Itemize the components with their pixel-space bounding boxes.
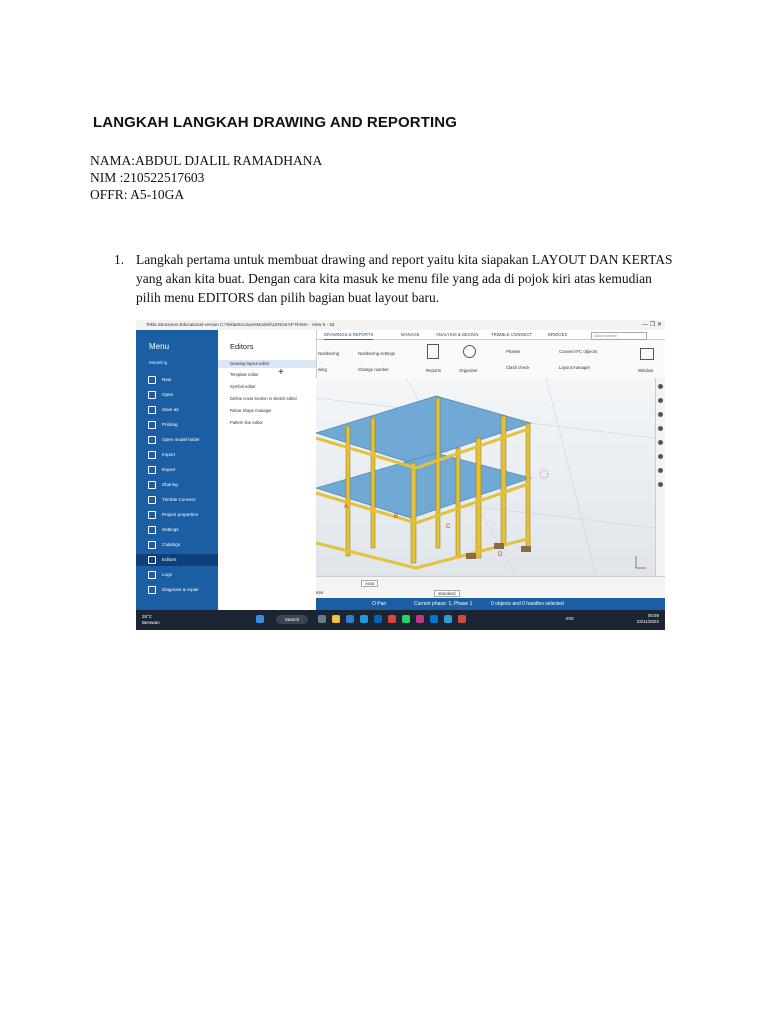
tekla-icon[interactable] [444, 615, 452, 623]
step-text: Langkah pertama untuk membuat drawing and report yaitu kita siapakan LAYOUT DAN KERTAS yang akan kita buat. Dengan cara kita masuk ke menu file yang ada di pojok kiri atas kemudian pilih menu EDITORS dan pilih bagian buat layout baru. [136, 252, 673, 305]
editor-item-pattern-line[interactable]: Pattern line editor [230, 420, 263, 425]
numbering-settings-button[interactable]: Numbering settings [358, 351, 396, 356]
menu-item-printing[interactable]: Printing [148, 419, 218, 431]
editors-header: Editors [230, 342, 254, 351]
catalog-icon [148, 541, 156, 549]
window-icon [640, 348, 654, 360]
window-titlebar [136, 320, 665, 330]
chevron-right-icon[interactable] [658, 384, 663, 389]
status-phase: Current phase: 1, Phase 1 [414, 601, 473, 607]
window-title: Tekla Structures Educational version C:\TeklaStructuresModels\LENGKAP RAMA - View 6 - 3d [146, 322, 335, 327]
ribbon-panel [316, 340, 665, 379]
wrench-icon [148, 586, 156, 594]
numbering-button[interactable]: Numbering [318, 351, 340, 356]
gear-icon [148, 526, 156, 534]
quick-search-input[interactable]: Quick search [591, 332, 647, 340]
import-icon [148, 451, 156, 459]
svg-text:D: D [498, 552, 503, 558]
weather-condition: Berawan [142, 619, 160, 625]
trimble-icon [148, 496, 156, 504]
student-info [90, 152, 322, 203]
editor-item-template[interactable]: Template editor [230, 372, 259, 377]
grid-icon[interactable] [658, 482, 663, 487]
views-dropdown[interactable]: ires [316, 590, 324, 595]
status-bar [316, 598, 665, 610]
word-icon[interactable] [346, 615, 354, 623]
tekla-screenshot [136, 320, 665, 630]
hat-icon[interactable] [658, 412, 663, 417]
folder-icon [148, 436, 156, 444]
file-explorer-icon[interactable] [332, 615, 340, 623]
instagram-icon[interactable] [416, 615, 424, 623]
svg-text:C: C [446, 524, 451, 530]
globe-icon[interactable] [658, 426, 663, 431]
tab-bridges[interactable]: BRIDGES [548, 332, 568, 337]
language-indicator[interactable]: IND [566, 616, 574, 621]
menu-item-settings[interactable]: Settings [148, 524, 218, 536]
editor-item-cross-section[interactable]: Define cross section in sketch editor [230, 396, 298, 401]
gear-icon[interactable] [658, 454, 663, 459]
tab-analysis-design[interactable]: ANALYSIS & DESIGN [436, 332, 479, 337]
change-number-button[interactable]: Change number [358, 367, 389, 372]
menu-item-import[interactable]: Import [148, 449, 218, 461]
document-title: LANGKAH LANGKAH DRAWING AND REPORTING [93, 114, 457, 131]
clash-check-button[interactable]: Clash check [506, 365, 530, 370]
bottom-toolbar [316, 576, 665, 599]
menu-item-project-properties[interactable]: Project properties [148, 509, 218, 521]
menu-item-save-as[interactable]: Save as [148, 404, 218, 416]
right-toolbar [655, 378, 665, 576]
weather-temp: 26°C [142, 614, 153, 619]
menu-item-editors[interactable]: Editors [136, 554, 218, 566]
tab-drawings-reports[interactable]: DRAWINGS & REPORTS [324, 330, 373, 341]
step-item [114, 250, 674, 307]
save-icon [148, 406, 156, 414]
nim-line: NIM :210522517603 [90, 170, 205, 185]
menu-subtitle: Modeling [149, 360, 168, 365]
menu-item-export[interactable]: Export [148, 464, 218, 476]
window-controls[interactable]: — ❐ ✕ [642, 322, 662, 328]
structure-3d-model [316, 378, 656, 576]
organizer-button[interactable]: Organizer [459, 368, 478, 373]
cloud-icon[interactable] [658, 440, 663, 445]
windows-taskbar [136, 610, 665, 630]
status-selected: 0 objects and 0 handles selected [491, 601, 564, 607]
taskbar-search[interactable]: Search [276, 615, 308, 624]
file-menu [136, 330, 218, 610]
new-icon [148, 376, 156, 384]
start-icon[interactable] [256, 615, 264, 623]
reports-button[interactable]: Reports [426, 368, 442, 373]
cursor-crosshair: + [278, 367, 284, 378]
system-clock[interactable] [637, 613, 659, 625]
menu-item-open-model-folder[interactable]: Open model folder [148, 434, 218, 446]
editors-icon [148, 556, 156, 564]
share-icon [148, 481, 156, 489]
edge-icon[interactable] [430, 615, 438, 623]
auto-dropdown[interactable]: Auto [361, 580, 378, 587]
editor-item-drawing-layout[interactable]: Drawing layout editor [218, 360, 316, 368]
editors-submenu [218, 330, 317, 610]
status-pan: O Pan [372, 601, 387, 607]
menu-item-new[interactable]: New [148, 374, 218, 386]
task-view-icon[interactable] [318, 615, 326, 623]
printer-icon [148, 421, 156, 429]
properties-icon[interactable] [658, 398, 663, 403]
menu-item-diagnose-repair[interactable]: Diagnose & repair [148, 584, 218, 596]
menu-item-trimble-connect[interactable]: Trimble Connect [148, 494, 218, 506]
properties-icon [148, 511, 156, 519]
clock-date: 23/11/2022 [636, 619, 659, 624]
organizer-icon [463, 345, 476, 358]
menu-item-sharing[interactable]: Sharing [148, 479, 218, 491]
info-icon[interactable] [658, 468, 663, 473]
whatsapp-icon[interactable] [402, 615, 410, 623]
window-button[interactable]: Window [638, 368, 654, 373]
phases-button[interactable]: Phases [506, 349, 521, 354]
logs-icon [148, 571, 156, 579]
model-viewport[interactable] [316, 378, 656, 576]
menu-item-catalogs[interactable]: Catalogs [148, 539, 218, 551]
clock-time: 08:59 [647, 613, 659, 618]
folder-icon [148, 391, 156, 399]
drawing-button[interactable]: wing [318, 367, 327, 372]
weather-widget[interactable] [142, 614, 160, 625]
tab-trimble-connect[interactable]: TRIMBLE CONNECT [491, 332, 533, 337]
store-icon[interactable] [374, 615, 382, 623]
menu-item-logs[interactable]: Logs [148, 569, 218, 581]
editor-item-rebar-shape[interactable]: Rebar shape manager [230, 408, 272, 413]
tab-manage[interactable]: MANAGE [401, 332, 420, 337]
offr-line: OFFR: A5-10GA [90, 187, 185, 202]
editor-item-symbol[interactable]: Symbol editor [230, 384, 256, 389]
convert-ifc-button[interactable]: Convert IFC objects [559, 349, 597, 354]
app-icon[interactable] [360, 615, 368, 623]
reports-icon [427, 344, 439, 359]
office-icon[interactable] [458, 615, 466, 623]
export-icon [148, 466, 156, 474]
svg-text:B: B [394, 514, 399, 520]
name-line: NAMA:ABDUL DJALIL RAMADHANA [90, 153, 323, 168]
step-number: 1. [114, 252, 125, 267]
chrome-icon[interactable] [388, 615, 396, 623]
menu-header: Menu [149, 342, 170, 351]
svg-text:A: A [344, 504, 349, 510]
menu-item-open[interactable]: Open [148, 389, 218, 401]
standard-dropdown[interactable]: standard [434, 590, 460, 597]
layout-manager-button[interactable]: Layout manager [559, 365, 591, 370]
